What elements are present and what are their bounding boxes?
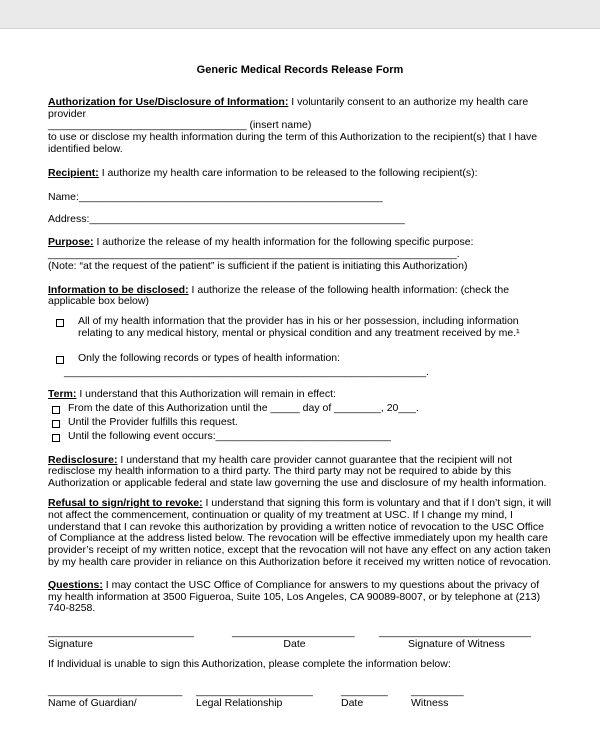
redisclosure-text: I understand that my health care provider cannot guarantee that the recipient will not redisclose my health information to a third party. The third party may not be required to abide by this Authorization or applicable federal and state law governing the use and disclosure of my health information. bbox=[48, 453, 547, 490]
checkbox-icon[interactable] bbox=[56, 319, 64, 327]
authorization-label: Authorization for Use/Disclosure of Information: bbox=[48, 95, 289, 108]
provider-name-blank: __________________________________ bbox=[48, 119, 247, 132]
date-label: Date bbox=[283, 637, 306, 650]
witness-signature-blank: __________________________ bbox=[379, 626, 531, 639]
disclosure-text: I authorize the release of the following health information: (check the applicable box below) bbox=[48, 283, 510, 308]
name-blank: ____________________________________________________ bbox=[78, 190, 383, 203]
guardian-witness-blank: _________ bbox=[411, 685, 464, 698]
guardian-date-label: Date bbox=[341, 697, 364, 710]
authorization-text: I voluntarily consent to an authorize my health care provider bbox=[48, 95, 529, 120]
term-option-date-text: From the date of this Authorization until the _____ day of ________, 20___. bbox=[68, 402, 419, 415]
recipient-address-line bbox=[48, 214, 552, 226]
purpose-section bbox=[48, 237, 552, 272]
authorization-section bbox=[48, 97, 552, 156]
questions-section bbox=[48, 580, 552, 615]
guardian-name-blank: _______________________ bbox=[48, 685, 183, 698]
purpose-label: Purpose: bbox=[48, 236, 94, 249]
refusal-text: I understand that signing this form is voluntary and that if I don’t sign, it will not affect the commencement, continuation or quality of my treatment at USC. If I change my mind, I understand that I can revoke this authorization by providing a written notice of revocation to the USC Office of Compliance at the address listed below. The revocation will be effective immediately upon my health care provider’s receipt of my written notice, except that the revocation will not have any effect on any action taken by my health care provider in reliance on this Authorization before it received my written notice of revocation. bbox=[48, 496, 552, 568]
refusal-section bbox=[48, 498, 552, 569]
legal-relationship-label: Legal Relationship bbox=[196, 697, 283, 710]
questions-text: I may contact the USC Office of Compliance for answers to my questions about the privacy of my health information at 3500 Figueroa, Suite 105, Los Angeles, CA 90089-8007, or by telephone at (213) 740-8258. bbox=[48, 578, 541, 615]
checkbox-icon[interactable] bbox=[52, 406, 60, 414]
signature-blank: _________________________ bbox=[48, 626, 194, 639]
document-page bbox=[0, 29, 600, 710]
form-title: Generic Medical Records Release Form bbox=[196, 64, 404, 76]
questions-label: Questions: bbox=[48, 578, 103, 591]
address-label: Address: bbox=[48, 213, 90, 226]
checkbox-icon[interactable] bbox=[52, 434, 60, 442]
name-label: Name: bbox=[48, 190, 79, 203]
disclosure-option-only-text: Only the following records or types of health information: bbox=[78, 351, 341, 364]
term-label: Term: bbox=[48, 388, 77, 401]
insert-name-hint: (insert name) bbox=[246, 119, 312, 132]
disclosure-option-only bbox=[48, 353, 552, 365]
witness-signature-label: Signature of Witness bbox=[408, 637, 505, 650]
legal-relationship-blank: ____________________ bbox=[196, 685, 313, 698]
guardian-label-row bbox=[48, 698, 552, 710]
purpose-note: (Note: “at the request of the patient” is sufficient if the patient is initiating this Authorization) bbox=[48, 259, 468, 272]
disclosure-label: Information to be disclosed: bbox=[48, 283, 189, 296]
signature-label: Signature bbox=[48, 637, 93, 650]
term-option-event-text: Until the following event occurs:______________________________ bbox=[68, 429, 391, 442]
guardian-name-label: Name of Guardian/ bbox=[48, 697, 137, 710]
address-blank: ______________________________________________________ bbox=[89, 213, 405, 226]
signature-label-row bbox=[48, 639, 552, 651]
disclosure-option-all bbox=[48, 316, 552, 340]
recipient-name-line bbox=[48, 192, 552, 204]
checkbox-icon[interactable] bbox=[56, 356, 64, 364]
guardian-date-blank: ________ bbox=[341, 685, 388, 698]
term-option-fulfill-text: Until the Provider fulfills this request. bbox=[68, 415, 238, 428]
recipient-section bbox=[48, 168, 552, 180]
recipient-text: I authorize my health care information to be released to the following recipient(s): bbox=[101, 166, 478, 179]
purpose-blank: ______________________________________________________________________. bbox=[48, 247, 460, 260]
term-section bbox=[48, 389, 552, 401]
records-blank: ______________________________________________________________. bbox=[64, 365, 429, 378]
redisclosure-section bbox=[48, 455, 552, 490]
scan-edge-band bbox=[0, 0, 600, 29]
authorization-text-continued: to use or disclose my health information during the term of this Authorization to the recipient(s) that I have identified below. bbox=[48, 131, 538, 155]
term-text: I understand that this Authorization will remain in effect: bbox=[79, 388, 336, 401]
term-option-date bbox=[48, 403, 552, 415]
redisclosure-label: Redisclosure: bbox=[48, 453, 118, 466]
term-option-event bbox=[48, 431, 552, 443]
disclosure-option-all-text: All of my health information that the provider has in his or her possession, including information relating to any medical history, mental or physical condition and any treatment received by me.¹ bbox=[78, 315, 520, 339]
purpose-text: I authorize the release of my health information for the following specific purpose: bbox=[96, 236, 474, 249]
refusal-label: Refusal to sign/right to revoke: bbox=[48, 496, 203, 509]
disclosure-section bbox=[48, 285, 552, 309]
guardian-witness-label: Witness bbox=[411, 697, 449, 710]
date-blank: _____________________ bbox=[232, 626, 355, 639]
term-option-fulfill bbox=[48, 417, 552, 429]
checkbox-icon[interactable] bbox=[52, 420, 60, 428]
unable-to-sign-note: If Individual is unable to sign this Authorization, please complete the information below: bbox=[48, 657, 451, 670]
recipient-label: Recipient: bbox=[48, 166, 99, 179]
